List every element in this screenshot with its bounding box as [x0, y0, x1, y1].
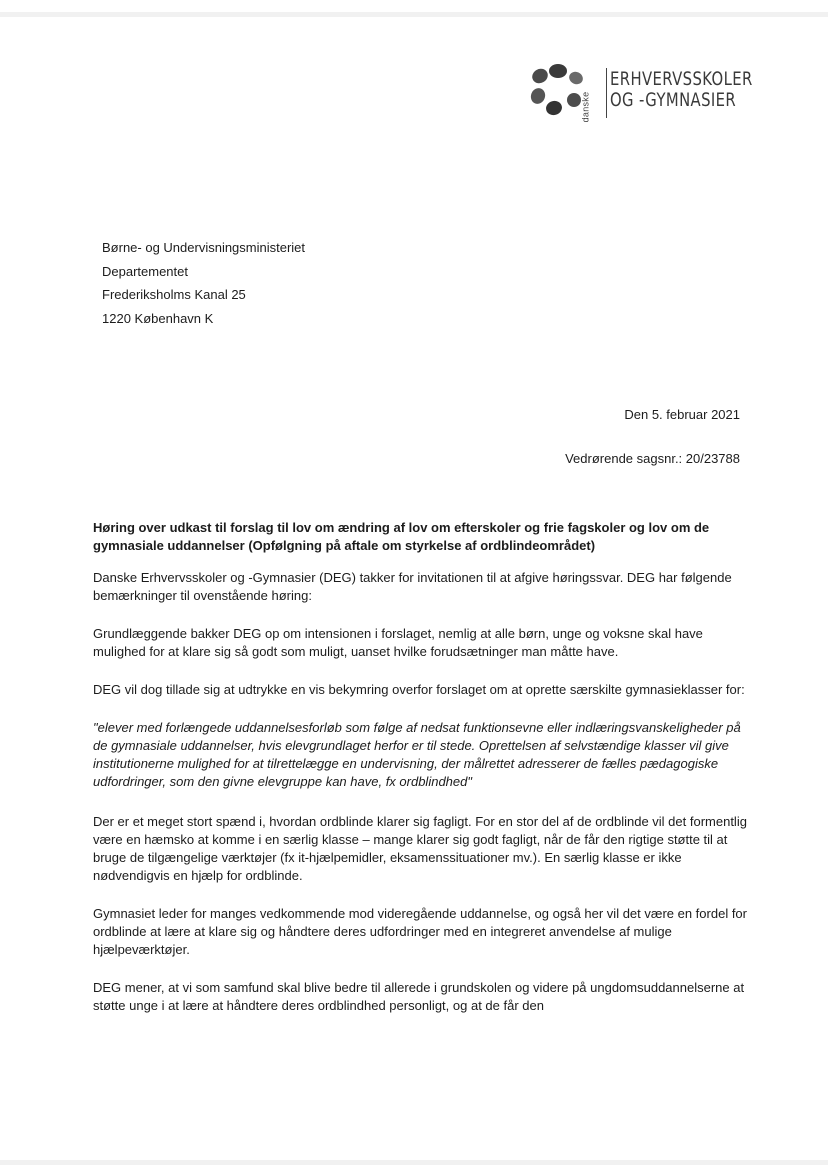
logo-separator: [606, 68, 607, 118]
paragraph: DEG mener, at vi som samfund skal blive bedre til allerede i grundskolen og videre på ungdomsuddannelserne at støtte unge i at lære at håndtere deres ordblindhed personligt, og at de får den: [93, 980, 745, 1013]
logo-name-line1: ERHVERVSSKOLER: [610, 68, 753, 90]
scan-top-edge: [0, 12, 828, 17]
recipient-line: 1220 København K: [102, 310, 214, 326]
logo-dots-icon: [528, 62, 591, 123]
paragraph: Grundlæggende bakker DEG op om intensionen i forslaget, nemlig at alle børn, unge og voksne skal have mulighed for at klare sig så godt som muligt, uanset hvilke forudsætninger man måtte have.: [93, 626, 703, 659]
paragraph: Gymnasiet leder for manges vedkommende mod videregående uddannelse, og også her vil det være en fordel for ordblinde at lære at klare sig og håndtere deres udfordringer med en integreret anvendelse af mulige hjælpeværktøjer.: [93, 906, 747, 957]
recipient-line: Frederiksholms Kanal 25: [102, 287, 246, 302]
recipient-line: Departementet: [102, 263, 188, 279]
quoted-paragraph: "elever med forlængede uddannelsesforløb som følge af nedsat funktionsevne eller indlæringsvanskeligheder på de gymnasiale uddannelser, hvis elevgrundlaget herfor er til stede. Oprettelsen af selvstændige klasser vil give institutionerne mulighed for at tilrettelægge en undervisning, der målrettet adresserer de fælles pædagogiske udfordringer, som den givne elevgruppe kan have, fx ordblindhed": [93, 720, 741, 789]
logo-vertical-text: danske: [580, 91, 591, 123]
letter-heading: Høring over udkast til forslag til lov om ændring af lov om efterskoler og frie fagskoler og lov om de gymnasiale uddannelser (Opfølgning på aftale om styrkelse af ordblindeområdet): [93, 520, 710, 553]
logo-name-line2: OG -GYMNASIER: [610, 89, 737, 111]
recipient-address: [102, 236, 305, 330]
paragraph: Danske Erhvervsskoler og -Gymnasier (DEG) takker for invitationen til at afgive høringssvar. DEG har følgende bemærkninger til ovenstående høring:: [93, 570, 732, 603]
case-number: Vedrørende sagsnr.: 20/23788: [565, 451, 740, 466]
paragraph: Der er et meget stort spænd i, hvordan ordblinde klarer sig fagligt. For en stor del af de ordblinde vil det formentlig være en hæmsko at komme i en særlig klasse – mange klarer sig godt fagligt, når de får den rigtige støtte til at bruge de tilgængelige værktøjer (fx it-hjælpemidler, eksamenssituationer mv.). En særlig klasse er ikke nødvendigvis en hjælp for ordblinde.: [93, 814, 747, 883]
paragraph: DEG vil dog tillade sig at udtrykke en vis bekymring overfor forslaget om at oprette særskilte gymnasieklasser for:: [93, 682, 745, 697]
organization-logo: [528, 62, 768, 126]
recipient-line: Børne- og Undervisningsministeriet: [102, 240, 306, 255]
letter-date: Den 5. februar 2021: [624, 407, 740, 422]
letter-body: [93, 519, 753, 1035]
scan-bottom-edge: [0, 1160, 828, 1165]
